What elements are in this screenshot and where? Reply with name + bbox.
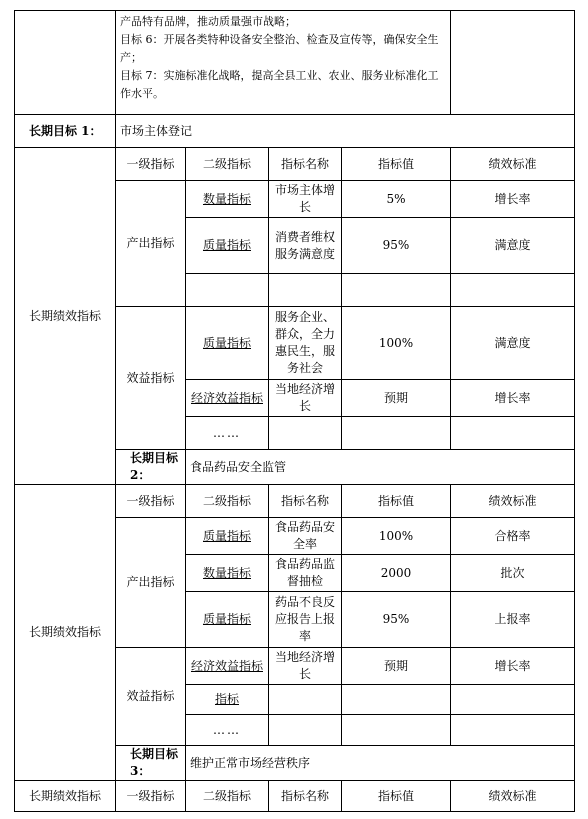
standard-cell: 增长率: [451, 648, 575, 685]
header-standard: 绩效标准: [451, 485, 575, 518]
standard-cell: 增长率: [451, 181, 575, 218]
level2-cell: 质量指标: [186, 592, 269, 648]
goal1-output-label: 产出指标: [116, 181, 186, 307]
level2-cell: 质量指标: [186, 307, 269, 380]
standard-cell: 上报率: [451, 592, 575, 648]
name-cell: 消费者维权服务满意度: [269, 218, 342, 274]
header-level2: 二级指标: [186, 485, 269, 518]
goal1-text: 市场主体登记: [116, 115, 575, 148]
level2-cell: 质量指标: [186, 218, 269, 274]
goal2-long-term-label: 长期绩效指标: [15, 485, 116, 781]
name-cell: 食品药品安全率: [269, 518, 342, 555]
level2-cell: 数量指标: [186, 555, 269, 592]
level2-cell: 指标: [186, 685, 269, 715]
name-cell: 服务企业、群众，全力惠民生，服务社会: [269, 307, 342, 380]
goal2-output-label: 产出指标: [116, 518, 186, 648]
empty-cell: [269, 715, 342, 746]
value-cell: 预期: [342, 648, 451, 685]
header-standard: 绩效标准: [451, 781, 575, 812]
empty-cell: [451, 685, 575, 715]
goal1-long-term-label: 长期绩效指标: [15, 148, 116, 485]
goal2-label: 长期目标 2：: [116, 450, 186, 485]
level2-cell: 质量指标: [186, 518, 269, 555]
value-cell: 95%: [342, 218, 451, 274]
empty-cell: [451, 417, 575, 450]
header-level1: 一级指标: [116, 148, 186, 181]
empty-cell: [342, 417, 451, 450]
standard-cell: 满意度: [451, 307, 575, 380]
header-value: 指标值: [342, 781, 451, 812]
name-cell: 当地经济增长: [269, 380, 342, 417]
goal3-text: 维护正常市场经营秩序: [186, 746, 575, 781]
top-text-cell: [116, 11, 451, 115]
level2-cell: 经济效益指标: [186, 380, 269, 417]
goal3-label: 长期目标 3：: [116, 746, 186, 781]
top-text-line: 目标 7：实施标准化战略，提高全县工业、农业、服务业标准化工作水平。: [120, 69, 439, 100]
header-level1: 一级指标: [116, 485, 186, 518]
empty-cell: [451, 715, 575, 746]
empty-cell: [186, 274, 269, 307]
level2-cell: 数量指标: [186, 181, 269, 218]
goal2-text: 食品药品安全监管: [186, 450, 575, 485]
goal2-header-row: [15, 485, 575, 518]
value-cell: 2000: [342, 555, 451, 592]
header-standard: 绩效标准: [451, 148, 575, 181]
ellipsis-cell: ……: [186, 715, 269, 746]
header-name: 指标名称: [269, 781, 342, 812]
goal1-benefit-label: 效益指标: [116, 307, 186, 450]
header-level2: 二级指标: [186, 781, 269, 812]
top-left-empty-cell: [15, 11, 116, 115]
goal3-header-row: [15, 781, 575, 812]
ellipsis-cell: ……: [186, 417, 269, 450]
top-text-line: 目标 6：开展各类特种设备安全整治、检查及宣传等，确保安全生产；: [120, 33, 439, 64]
value-cell: 5%: [342, 181, 451, 218]
top-right-empty-cell: [451, 11, 575, 115]
standard-cell: 增长率: [451, 380, 575, 417]
value-cell: 预期: [342, 380, 451, 417]
name-cell: 市场主体增长: [269, 181, 342, 218]
empty-cell: [342, 715, 451, 746]
standard-cell: 满意度: [451, 218, 575, 274]
top-text-row: [15, 11, 575, 115]
header-value: 指标值: [342, 485, 451, 518]
header-name: 指标名称: [269, 485, 342, 518]
empty-cell: [342, 685, 451, 715]
name-cell: 食品药品监督抽检: [269, 555, 342, 592]
goal1-label: 长期目标 1：: [15, 115, 116, 148]
empty-cell: [342, 274, 451, 307]
performance-table: [14, 10, 575, 812]
empty-cell: [269, 274, 342, 307]
value-cell: 95%: [342, 592, 451, 648]
level2-cell: 经济效益指标: [186, 648, 269, 685]
name-cell: 药品不良反应报告上报率: [269, 592, 342, 648]
value-cell: 100%: [342, 307, 451, 380]
standard-cell: 批次: [451, 555, 575, 592]
standard-cell: 合格率: [451, 518, 575, 555]
top-text-line: 产品特有品牌，推动质量强市战略；: [120, 15, 296, 28]
goal1-header-row: [15, 148, 575, 181]
empty-cell: [269, 685, 342, 715]
header-level1: 一级指标: [116, 781, 186, 812]
goal1-title-row: [15, 115, 575, 148]
header-level2: 二级指标: [186, 148, 269, 181]
header-value: 指标值: [342, 148, 451, 181]
empty-cell: [451, 274, 575, 307]
empty-cell: [269, 417, 342, 450]
name-cell: 当地经济增长: [269, 648, 342, 685]
goal3-long-term-label: 长期绩效指标: [15, 781, 116, 812]
goal2-benefit-label: 效益指标: [116, 648, 186, 746]
header-name: 指标名称: [269, 148, 342, 181]
value-cell: 100%: [342, 518, 451, 555]
